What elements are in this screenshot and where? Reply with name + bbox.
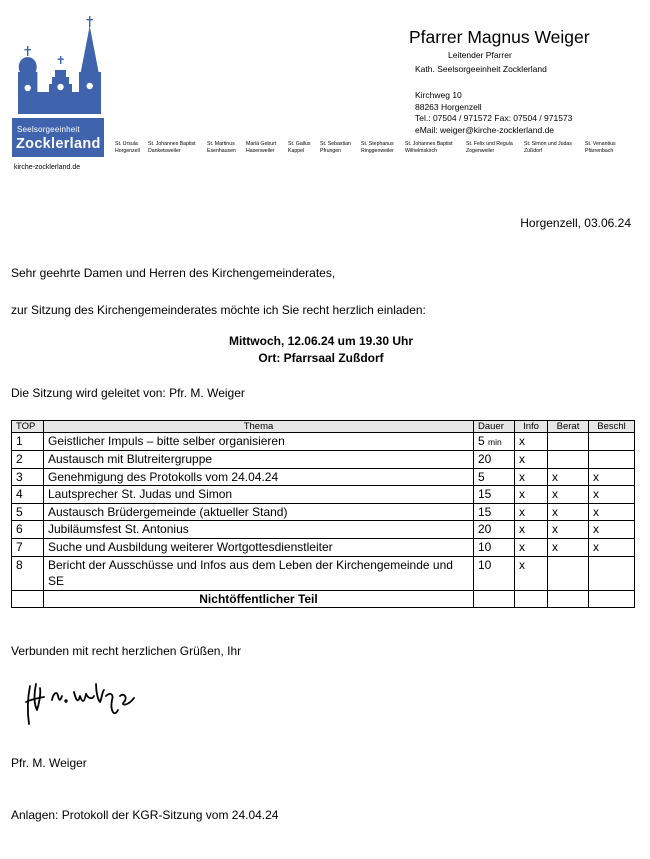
col-header-decide: Beschl bbox=[589, 421, 635, 433]
parish-item: St. Simon und Judas Zußdorf bbox=[524, 141, 572, 154]
table-row bbox=[12, 521, 635, 539]
row-consult: x bbox=[548, 538, 589, 556]
parish-item: St. Venantius Pfärrenbach bbox=[585, 141, 616, 154]
table-row-closed-part bbox=[12, 590, 635, 608]
row-consult: x bbox=[548, 486, 589, 504]
empty-cell bbox=[589, 590, 635, 608]
row-number: 8 bbox=[12, 556, 44, 590]
sender-phone: Tel.: 07504 / 971572 Fax: 07504 / 971573 bbox=[415, 113, 573, 123]
col-header-info: Info bbox=[515, 421, 548, 433]
row-info: x bbox=[515, 468, 548, 486]
row-duration: 10 bbox=[474, 556, 515, 590]
row-consult bbox=[548, 433, 589, 451]
closing-greeting: Verbunden mit recht herzlichen Grüßen, Ihr bbox=[11, 644, 242, 658]
row-topic: Bericht der Ausschüsse und Infos aus dem Leben der Kirchengemeinde und SE bbox=[44, 556, 474, 590]
table-row bbox=[12, 556, 635, 590]
table-row bbox=[12, 486, 635, 504]
parish-item: St. Ursula Horgenzell bbox=[115, 141, 140, 154]
parish-item: Mariä Geburt Hasenweiler bbox=[246, 141, 277, 154]
table-row bbox=[12, 451, 635, 469]
row-number: 7 bbox=[12, 538, 44, 556]
col-header-topic: Thema bbox=[44, 421, 474, 433]
signoff-name: Pfr. M. Weiger bbox=[11, 756, 87, 770]
row-consult: x bbox=[548, 503, 589, 521]
invitation-intro: zur Sitzung des Kirchengemeinderates möchte ich Sie recht herzlich einladen: bbox=[11, 303, 426, 317]
sender-email[interactable]: eMail: weiger@kirche-zocklerland.de bbox=[415, 125, 555, 135]
row-info: x bbox=[515, 451, 548, 469]
row-consult: x bbox=[548, 468, 589, 486]
table-row bbox=[12, 468, 635, 486]
row-duration: 10 bbox=[474, 538, 515, 556]
row-number: 4 bbox=[12, 486, 44, 504]
letter-date: Horgenzell, 03.06.24 bbox=[520, 216, 631, 230]
col-header-duration: Dauer bbox=[474, 421, 515, 433]
salutation: Sehr geehrte Damen und Herren des Kirchengemeinderates, bbox=[11, 266, 336, 280]
parish-item: St. Martinus Esenhausen bbox=[207, 141, 236, 154]
row-duration: 15 bbox=[474, 486, 515, 504]
row-number: 5 bbox=[12, 503, 44, 521]
sender-role: Leitender Pfarrer bbox=[448, 50, 512, 60]
row-topic: Austausch mit Blutreitergruppe bbox=[44, 451, 474, 469]
row-info: x bbox=[515, 486, 548, 504]
sender-city: 88263 Horgenzell bbox=[415, 102, 482, 112]
row-decide: x bbox=[589, 486, 635, 504]
row-consult: x bbox=[548, 521, 589, 539]
meeting-datetime: Mittwoch, 12.06.24 um 19.30 Uhr bbox=[228, 334, 414, 348]
empty-cell bbox=[548, 590, 589, 608]
parish-list bbox=[115, 141, 635, 161]
empty-cell bbox=[12, 590, 44, 608]
row-number: 6 bbox=[12, 521, 44, 539]
parish-item: St. Stephanus Ringgenweiler bbox=[361, 141, 394, 154]
agenda-table bbox=[11, 420, 635, 608]
logo-line-1: Seelsorgeeinheit bbox=[17, 125, 80, 134]
col-header-consult: Berat bbox=[548, 421, 589, 433]
parish-item: St. Johannes Baptist Wilhelmskirch bbox=[405, 141, 453, 154]
row-decide: x bbox=[589, 538, 635, 556]
row-number: 2 bbox=[12, 451, 44, 469]
sender-street: Kirchweg 10 bbox=[415, 90, 462, 100]
parish-item: St. Felix und Regula Zogenweiler bbox=[466, 141, 513, 154]
row-info: x bbox=[515, 503, 548, 521]
row-topic: Lautsprecher St. Judas und Simon bbox=[44, 486, 474, 504]
row-info: x bbox=[515, 538, 548, 556]
row-duration: 5 bbox=[474, 468, 515, 486]
row-topic: Suche und Ausbildung weiterer Wortgottesdienstleiter bbox=[44, 538, 474, 556]
row-topic: Jubiläumsfest St. Antonius bbox=[44, 521, 474, 539]
row-topic: Geistlicher Impuls – bitte selber organisieren bbox=[44, 433, 474, 451]
table-row bbox=[12, 503, 635, 521]
empty-cell bbox=[515, 590, 548, 608]
col-header-top: TOP bbox=[12, 421, 44, 433]
row-decide: x bbox=[589, 468, 635, 486]
parish-item: St. Sebastian Pfrungen bbox=[320, 141, 351, 154]
meeting-location: Ort: Pfarrsaal Zußdorf bbox=[258, 351, 384, 365]
row-topic: Austausch Brüdergemeinde (aktueller Stand) bbox=[44, 503, 474, 521]
row-consult bbox=[548, 556, 589, 590]
parish-item: St. Gallus Kappel bbox=[288, 141, 311, 154]
meeting-chair: Die Sitzung wird geleitet von: Pfr. M. Weiger bbox=[11, 386, 245, 400]
attachments-note: Anlagen: Protokoll der KGR-Sitzung vom 24.04.24 bbox=[11, 808, 279, 822]
row-number: 3 bbox=[12, 468, 44, 486]
website-link[interactable]: kirche-zocklerland.de bbox=[14, 164, 81, 171]
table-row bbox=[12, 433, 635, 451]
row-duration: 20 bbox=[474, 521, 515, 539]
row-decide bbox=[589, 451, 635, 469]
sender-org: Kath. Seelsorgeeinheit Zocklerland bbox=[415, 64, 547, 74]
signature-icon bbox=[22, 680, 152, 728]
church-logo-icon bbox=[10, 14, 106, 134]
logo-line-2: Zocklerland bbox=[16, 136, 101, 152]
row-decide: x bbox=[589, 521, 635, 539]
row-decide: x bbox=[589, 503, 635, 521]
row-decide bbox=[589, 556, 635, 590]
logo-wordmark bbox=[12, 118, 104, 157]
row-consult bbox=[548, 451, 589, 469]
closed-part-label: Nichtöffentlicher Teil bbox=[44, 590, 474, 608]
row-info: x bbox=[515, 521, 548, 539]
row-duration: 5 min bbox=[474, 433, 515, 451]
row-duration: 15 bbox=[474, 503, 515, 521]
agenda-header-row bbox=[12, 421, 635, 433]
row-number: 1 bbox=[12, 433, 44, 451]
row-topic: Genehmigung des Protokolls vom 24.04.24 bbox=[44, 468, 474, 486]
row-info: x bbox=[515, 556, 548, 590]
parish-item: St. Johannes Baptist Danketsweiler bbox=[148, 141, 196, 154]
table-row bbox=[12, 538, 635, 556]
row-duration: 20 bbox=[474, 451, 515, 469]
empty-cell bbox=[474, 590, 515, 608]
row-decide bbox=[589, 433, 635, 451]
sender-name: Pfarrer Magnus Weiger bbox=[409, 27, 590, 47]
row-info: x bbox=[515, 433, 548, 451]
